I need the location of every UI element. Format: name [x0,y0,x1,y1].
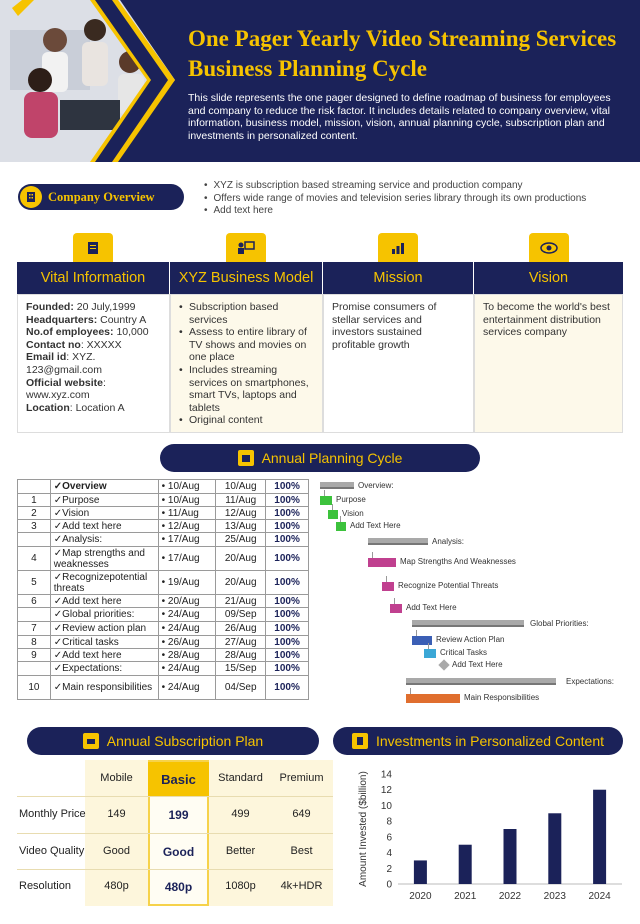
subscription-cell: 199 [168,808,189,822]
y-tick-label: 4 [386,848,392,860]
start-date-cell: • 12/Aug [158,520,216,533]
subscription-row-label: Video Quality [19,845,85,857]
percent-cell: 100% [266,622,309,636]
gantt-connector [386,576,387,582]
company-overview-list [204,180,624,218]
row-number: 7 [18,622,51,636]
row-number [18,533,51,547]
subscription-cell: Good [162,845,195,859]
task-cell: ✓Expectations: [50,662,158,676]
table-row [18,547,309,571]
headquarters-line: Headquarters: Country A [26,313,147,326]
table-row [18,571,309,595]
gantt-label: Add Text Here [452,660,503,669]
page-subtitle: This slide represents the one pager designed to define roadmap of business for employees and company to reduce the risk factor. It includes details related to company overview, vital information, business model, mission, vision, annual planning cycle, subscription plan and investments in personalized content. [188,92,611,142]
task-cell: ✓Add text here [50,595,158,608]
planning-cycle-pill [160,444,480,472]
list-item: • Includes streaming services on smartphones, smart TVs, laptops and tablets [179,364,314,414]
gantt-connector [394,598,395,604]
percent-cell: 100% [266,547,309,571]
percent-cell: 100% [266,520,309,533]
building-icon [20,186,42,208]
bar [459,845,472,884]
money-icon [352,733,368,749]
task-cell: ✓Critical tasks [50,636,158,649]
gantt-bar [320,496,332,505]
percent-cell: 100% [266,533,309,547]
website-line: Official website: www.xyz.com [26,376,106,402]
divider [17,833,333,834]
subscription-cell: Good [103,845,130,857]
end-date-cell: 09/Sep [216,608,266,622]
task-cell: ✓Map strengths and weaknesses [50,547,158,571]
task-cell: ✓Review action plan [50,622,158,636]
gantt-bar [328,510,338,519]
end-date-cell: 11/Aug [216,494,266,507]
task-cell: ✓Main responsibilities [50,676,158,700]
end-date-cell: 21/Aug [216,595,266,608]
gantt-label: Overview: [358,481,394,490]
start-date-cell: • 28/Aug [158,649,216,662]
subscription-icon [83,733,99,749]
row-number [18,662,51,676]
gantt-bar [406,694,460,703]
bar [548,813,561,884]
subscription-cell: Better [225,845,256,857]
mission-heading: Mission [323,262,474,294]
vision-card [474,294,623,433]
task-cell: ✓Overview [50,480,158,494]
percent-cell: 100% [266,636,309,649]
vision-text: To become the world's best entertainment distribution services company [483,301,610,339]
row-number: 5 [18,571,51,595]
gantt-bar [412,620,524,627]
gantt-connector [410,688,411,694]
contact-line: Contact no: XXXXX [26,338,122,351]
eye-icon [529,233,569,263]
gantt-bar [382,582,394,591]
y-tick-label: 6 [386,832,392,844]
start-date-cell: • 10/Aug [158,480,216,494]
employees-line: No.of employees: 10,000 [26,326,149,339]
gantt-connector [372,552,373,558]
x-tick-label: 2021 [454,891,477,902]
table-row [18,480,309,494]
row-number: 1 [18,494,51,507]
subscription-cell: 499 [231,808,250,820]
email-line: Email id: XYZ. 123@gmail.com [26,351,103,376]
presentation-icon [226,233,266,263]
subscription-cell: 1080p [225,880,256,892]
start-date-cell: • 26/Aug [158,636,216,649]
percent-cell: 100% [266,571,309,595]
row-number: 2 [18,507,51,520]
subscription-cell: 649 [292,808,311,820]
percent-cell: 100% [266,608,309,622]
end-date-cell: 20/Aug [216,547,266,571]
start-date-cell: • 17/Aug [158,547,216,571]
gantt-bar [390,604,402,613]
gantt-connector [332,504,333,510]
gantt-label: Main Responsibilities [464,693,540,702]
percent-cell: 100% [266,494,309,507]
gantt-bar [438,659,449,670]
row-number: 4 [18,547,51,571]
header-banner [0,0,640,162]
end-date-cell: 12/Aug [216,507,266,520]
location-line: Location: Location A [26,401,125,414]
gantt-label: Map Strengths And Weaknesses [400,557,516,566]
list-item: • Assess to entire library of TV shows and movies on one place [179,326,314,364]
business-model-heading: XYZ Business Model [170,262,323,294]
gantt-label: Analysis: [432,537,465,546]
company-overview-label: Company Overview [48,190,155,204]
company-overview-pill [18,184,184,210]
gantt-connector [428,643,429,649]
percent-cell: 100% [266,676,309,700]
bar [504,829,517,884]
subscription-cell: Best [290,845,313,857]
bar [593,790,606,884]
task-cell: ✓Recognizepotential threats [50,571,158,595]
y-tick-label: 10 [380,800,392,812]
divider [17,869,333,870]
table-row [18,636,309,649]
subscription-cell: 480p [164,880,193,894]
planning-table [17,479,309,700]
basic-plan-header: Basic [148,762,209,796]
gantt-label: Critical Tasks [440,648,487,657]
table-row [18,595,309,608]
gantt-bar [368,538,428,545]
plan-standard: Standard [218,772,263,784]
start-date-cell: • 19/Aug [158,571,216,595]
start-date-cell: • 20/Aug [158,595,216,608]
row-number: 10 [18,676,51,700]
start-date-cell: • 11/Aug [158,507,216,520]
gantt-label: Global Priorities: [530,619,589,628]
plan-premium: Premium [279,772,324,784]
y-tick-label: 14 [380,769,392,781]
end-date-cell: 28/Aug [216,649,266,662]
gantt-label: Expectations: [566,677,615,686]
table-row [18,533,309,547]
table-row [18,520,309,533]
gantt-label: Add Text Here [350,521,401,530]
calendar-icon [238,450,254,466]
start-date-cell: • 17/Aug [158,533,216,547]
subscription-row-label: Monthly Price [19,808,86,820]
start-date-cell: • 24/Aug [158,622,216,636]
vision-heading: Vision [474,262,623,294]
gantt-bar [336,522,346,531]
gantt-label: Vision [342,509,364,518]
gantt-connector [324,490,325,496]
start-date-cell: • 10/Aug [158,494,216,507]
gantt-label: Add Text Here [406,603,457,612]
gantt-bar [368,558,396,567]
x-tick-label: 2020 [409,891,432,902]
gantt-label: Recognize Potential Threats [398,581,499,590]
task-cell: ✓Vision [50,507,158,520]
planning-cycle-label: Annual Planning Cycle [261,450,403,466]
subscription-cell: 4k+HDR [280,880,323,892]
table-row [18,608,309,622]
percent-cell: 100% [266,595,309,608]
gantt-bar [406,678,556,685]
investments-label: Investments in Personalized Content [375,733,604,749]
task-cell: ✓Global priorities: [50,608,158,622]
list-item: • Add text here [204,205,624,218]
list-item: • XYZ is subscription based streaming service and production company [204,180,624,193]
end-date-cell: 25/Aug [216,533,266,547]
business-model-card [170,294,323,433]
mission-card [323,294,474,433]
row-number [18,480,51,494]
gantt-bar [424,649,436,658]
end-date-cell: 04/Sep [216,676,266,700]
y-tick-label: 2 [386,863,392,875]
end-date-cell: 27/Aug [216,636,266,649]
percent-cell: 100% [266,480,309,494]
percent-cell: 100% [266,507,309,520]
team-photo [0,0,175,162]
row-number: 3 [18,520,51,533]
growth-chart-icon [378,233,418,263]
mission-text: Promise consumers of stellar services and investors sustained profitable growth [332,301,437,351]
investment-bar-chart [340,760,630,910]
vital-info-card [17,294,170,433]
table-row [18,622,309,636]
y-axis-label: Amount Invested ($billion) [358,771,369,887]
table-row [18,662,309,676]
end-date-cell: 15/Sep [216,662,266,676]
y-tick-label: 8 [386,816,392,828]
end-date-cell: 13/Aug [216,520,266,533]
subscription-plan-pill [27,727,319,755]
row-number: 9 [18,649,51,662]
subscription-row-label: Resolution [19,880,71,892]
subscription-cell: 149 [107,808,126,820]
divider [17,796,333,797]
gantt-bar [320,482,354,489]
row-number [18,608,51,622]
percent-cell: 100% [266,649,309,662]
gantt-label: Purpose [336,495,366,504]
list-item: • Offers wide range of movies and television series library through its own productions [204,193,624,206]
end-date-cell: 26/Aug [216,622,266,636]
gantt-connector [340,516,341,522]
page-title: One Pager Yearly Video Streaming Services Business Planning Cycle [188,26,617,81]
start-date-cell: • 24/Aug [158,662,216,676]
gantt-bar [412,636,432,645]
x-tick-label: 2022 [498,891,522,902]
founded-line: Founded: 20 July,1999 [26,301,136,313]
percent-cell: 100% [266,662,309,676]
y-tick-label: 0 [386,879,392,891]
row-number: 8 [18,636,51,649]
end-date-cell: 20/Aug [216,571,266,595]
end-date-cell: 10/Aug [216,480,266,494]
subscription-cell: 480p [104,880,129,892]
gantt-connector [416,630,417,636]
row-number: 6 [18,595,51,608]
task-cell: ✓Add text here [50,649,158,662]
table-row [18,494,309,507]
list-item: • Original content [179,414,314,427]
y-tick-label: 12 [380,785,392,797]
investments-pill [333,727,623,755]
task-cell: ✓Add text here [50,520,158,533]
vital-info-heading: Vital Information [17,262,170,294]
table-row [18,649,309,662]
info-card-icon [73,233,113,263]
table-row [18,676,309,700]
bar [414,860,427,884]
gantt-label: Review Action Plan [436,635,505,644]
subscription-plan-label: Annual Subscription Plan [106,733,264,749]
gantt-chart [314,478,624,714]
plan-mobile: Mobile [100,772,133,784]
table-row [18,507,309,520]
x-tick-label: 2023 [543,891,566,902]
task-cell: ✓Analysis: [50,533,158,547]
list-item: • Subscription based services [179,301,314,326]
start-date-cell: • 24/Aug [158,608,216,622]
x-tick-label: 2024 [588,891,611,902]
start-date-cell: • 24/Aug [158,676,216,700]
task-cell: ✓Purpose [50,494,158,507]
